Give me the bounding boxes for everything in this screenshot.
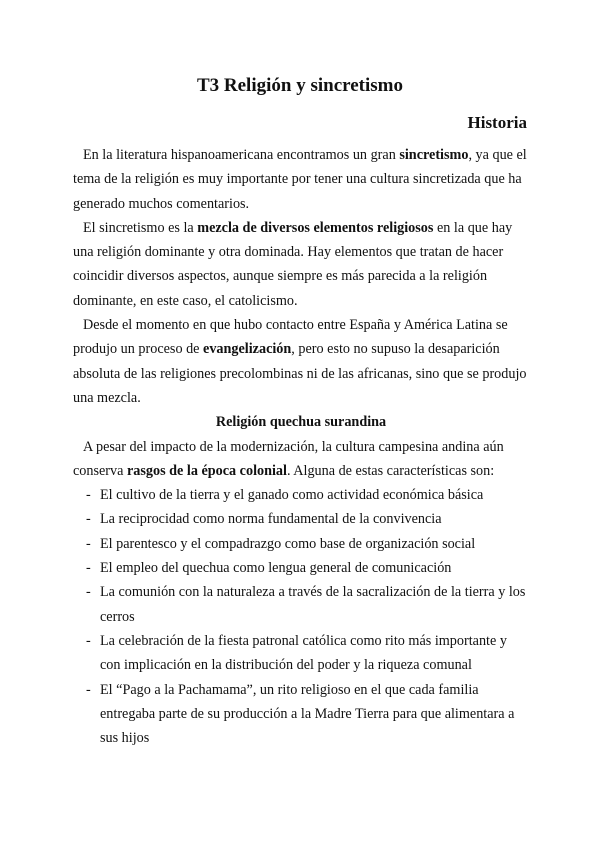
list-item-text: El parentesco y el compadrazgo como base de organización social: [100, 535, 476, 552]
bullet-dash: -: [86, 487, 91, 504]
bold-term: mezcla de diversos elementos religiosos: [197, 219, 434, 236]
bold-term: sincretismo: [399, 147, 469, 163]
section-heading: Religión quechua surandina: [215, 414, 387, 431]
list-item: [73, 507, 529, 531]
list-item-text: La celebración de la fiesta patronal católica como rito más importante y con implicación en la distribución del poder y la riqueza comunal: [100, 632, 507, 674]
paragraph-sincretismo-intro: [73, 143, 529, 216]
bold-term: rasgos de la época colonial: [126, 462, 287, 479]
list-item-text: El cultivo de la tierra y el ganado como actividad económica básica: [100, 487, 484, 504]
list-item: [73, 532, 529, 556]
paragraph-quechua-intro: [73, 435, 529, 484]
paragraph-evangelizacion: [73, 313, 529, 410]
list-item-text: La reciprocidad como norma fundamental de la convivencia: [100, 511, 442, 528]
text-run: A pesar del impacto de la modernización, la cultura campesina andina aún conserva: [73, 438, 504, 479]
paragraph-sincretismo-definition: [73, 216, 529, 313]
list-item: [73, 629, 529, 678]
page-title: T3 Religión y sincretismo: [196, 75, 403, 96]
list-item: [73, 483, 529, 507]
bullet-dash: -: [86, 560, 91, 577]
text-run: , ya que el tema de la religión es muy importante por tener una cultura sincretizada que ha generado muchos comentarios.: [73, 147, 527, 212]
bold-term: evangelización: [203, 341, 292, 358]
bullet-dash: -: [86, 584, 91, 601]
text-run: Desde el momento en que hubo contacto entre España y América Latina se produjo un proceso de: [73, 317, 508, 358]
text-run: En la literatura hispanoamericana encontramos un gran: [83, 147, 400, 163]
characteristics-list: [73, 483, 529, 750]
list-item-text: El “Pago a la Pachamama”, un rito religioso en el que cada familia entregaba parte de su producción a la Madre Tierra para que alimentara a sus hijos: [100, 681, 515, 747]
list-item: [73, 580, 529, 629]
bullet-dash: -: [86, 511, 91, 528]
list-item-text: El empleo del quechua como lengua general de comunicación: [100, 560, 452, 577]
text-run: . Alguna de estas características son:: [286, 462, 495, 479]
list-item: [73, 678, 529, 751]
bullet-dash: -: [86, 535, 91, 552]
subject-label: Historia: [467, 113, 527, 132]
document-body: [73, 143, 529, 750]
bullet-dash: -: [86, 632, 91, 649]
list-item-text: La comunión con la naturaleza a través de la sacralización de la tierra y los cerros: [100, 584, 526, 625]
text-run: El sincretismo es la: [83, 219, 198, 236]
text-run: , pero esto no supuso la desaparición absoluta de las religiones precolombinas ni de las africanas, sino que se produjo una mezcla.: [73, 341, 527, 406]
text-run: en la que hay una religión dominante y otra dominada. Hay elementos que tratan de hacer coincidir diversos aspectos, aunque siempre es más parecida a la religión dominante, en este caso, el catolicismo.: [73, 219, 513, 309]
list-item: [73, 556, 529, 580]
bullet-dash: -: [86, 681, 91, 698]
